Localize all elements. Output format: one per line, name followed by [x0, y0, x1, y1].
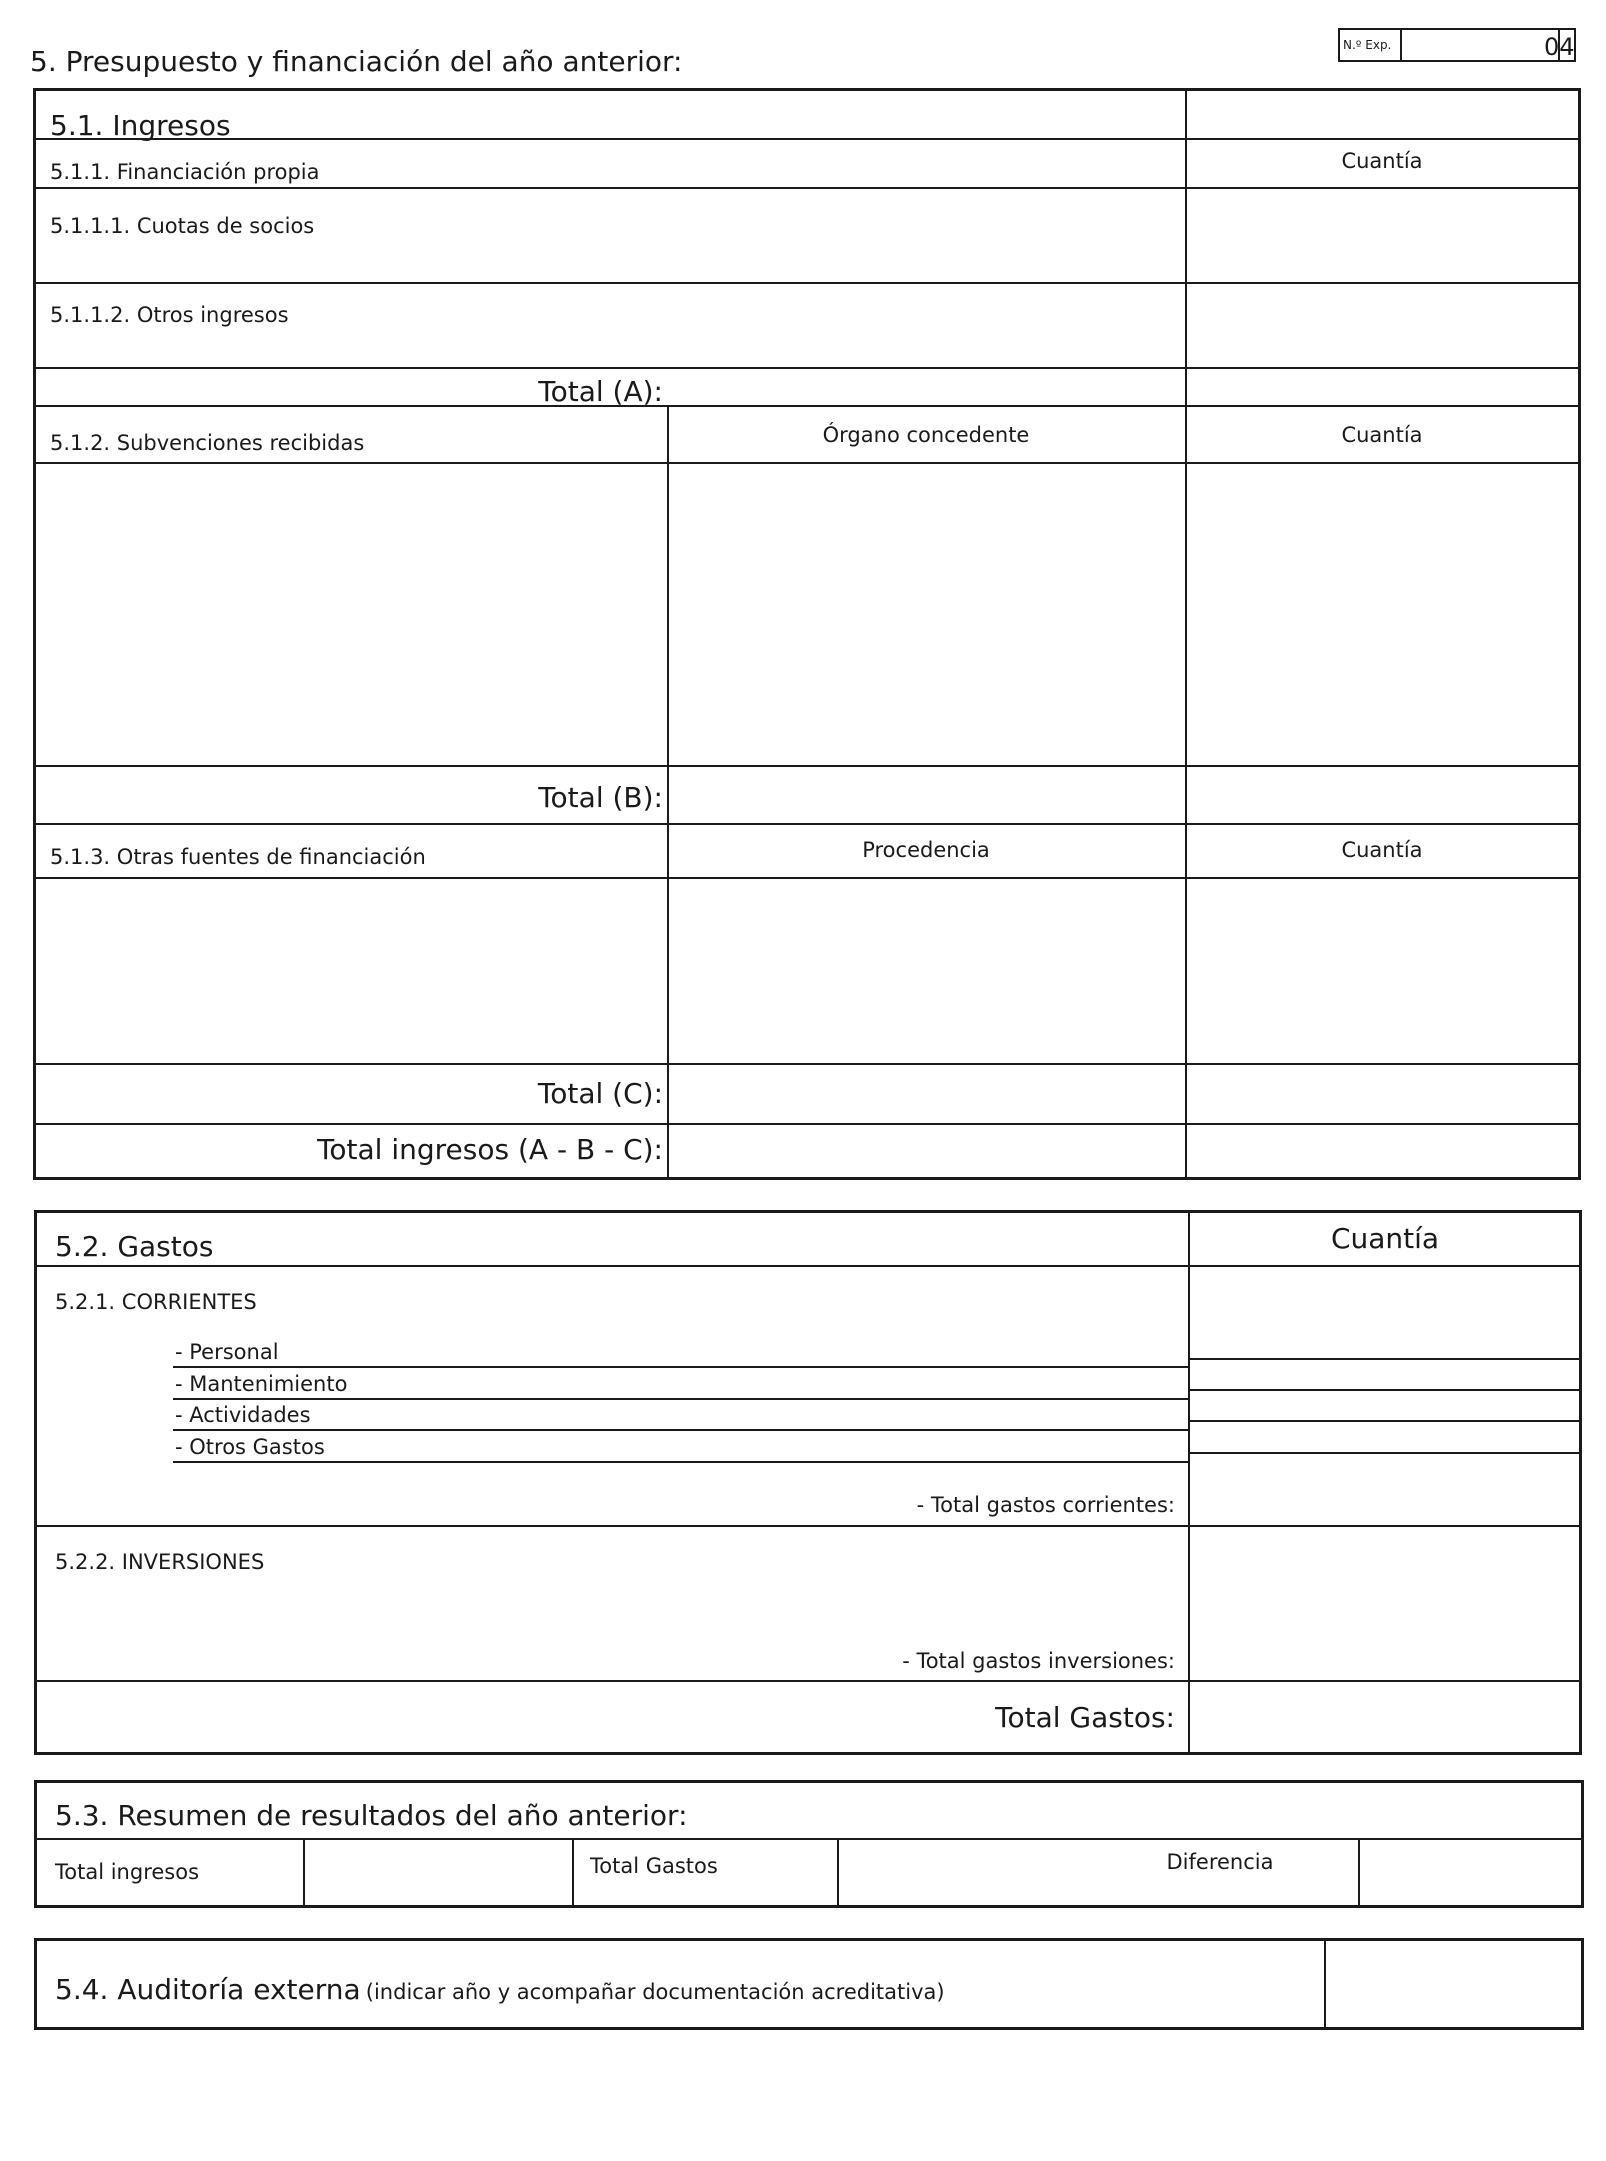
otros-ingresos-label: 5.1.1.2. Otros ingresos	[50, 303, 289, 327]
gastos-title: 5.2. Gastos	[55, 1230, 214, 1263]
gasto-mantenimiento-amount[interactable]	[1190, 1391, 1580, 1419]
total-ingresos-label: Total ingresos (A - B - C):	[317, 1133, 663, 1166]
page-title: 5. Presupuesto y financiación del año anterior:	[30, 45, 683, 78]
diferencia-label: Diferencia	[1166, 1850, 1274, 1874]
total-corrientes-amount[interactable]	[1190, 1486, 1580, 1524]
gasto-actividades-amount[interactable]	[1190, 1422, 1580, 1451]
otras-fuentes-entries[interactable]	[35, 879, 1577, 1062]
total-gastos-amount[interactable]	[1190, 1682, 1580, 1753]
resumen-total-ingresos-value[interactable]	[305, 1840, 571, 1906]
financiacion-propia-label: 5.1.1. Financiación propia	[50, 160, 320, 184]
resumen-total-gastos-value[interactable]	[574, 1840, 836, 1906]
total-a-amount[interactable]	[1187, 369, 1577, 404]
organo-concedente-header: Órgano concedente	[822, 423, 1030, 447]
gasto-otros-amount[interactable]	[1190, 1454, 1580, 1484]
otras-fuentes-label: 5.1.3. Otras fuentes de financiación	[50, 845, 426, 869]
cuotas-socios-label: 5.1.1.1. Cuotas de socios	[50, 214, 315, 238]
gasto-mantenimiento-label: - Mantenimiento	[175, 1372, 348, 1396]
subvenciones-label: 5.1.2. Subvenciones recibidas	[50, 431, 365, 455]
auditoria-title	[55, 1973, 945, 2006]
total-c-amount[interactable]	[1187, 1065, 1577, 1122]
resumen-total-gastos-label: Total Gastos	[590, 1854, 718, 1878]
auditoria-value[interactable]	[1326, 1940, 1582, 2028]
exp-label: N.º Exp.	[1343, 38, 1392, 52]
gasto-otros-label: - Otros Gastos	[175, 1435, 325, 1459]
total-inversiones-amount[interactable]	[1190, 1527, 1580, 1679]
corrientes-label: 5.2.1. CORRIENTES	[55, 1290, 257, 1314]
gastos-cuantia-header: Cuantía	[1330, 1222, 1440, 1255]
cuotas-socios-amount[interactable]	[1187, 189, 1577, 281]
otros-ingresos-amount[interactable]	[1187, 284, 1577, 366]
exp-suffix: 04	[1544, 33, 1575, 61]
total-a-label: Total (A):	[538, 375, 663, 408]
total-ingresos-amount[interactable]	[1187, 1125, 1577, 1178]
gasto-personal-amount[interactable]	[1190, 1360, 1580, 1388]
total-corrientes-label: - Total gastos corrientes:	[916, 1493, 1175, 1517]
total-b-label: Total (B):	[538, 781, 663, 814]
auditoria-title-text: 5.4. Auditoría externa	[55, 1973, 361, 2006]
gasto-actividades-label: - Actividades	[175, 1403, 311, 1427]
diferencia-value[interactable]	[1360, 1840, 1582, 1906]
expedient-number-box	[1338, 28, 1576, 62]
subvenciones-entries[interactable]	[35, 464, 1577, 764]
total-b-amount[interactable]	[1187, 767, 1577, 822]
exp-number-field[interactable]	[1400, 30, 1560, 60]
auditoria-note: (indicar año y acompañar documentación acreditativa)	[365, 1980, 945, 2004]
resumen-total-ingresos-label: Total ingresos	[55, 1860, 200, 1884]
otras-fuentes-cuantia-header: Cuantía	[1341, 838, 1423, 862]
inversiones-label: 5.2.2. INVERSIONES	[55, 1550, 265, 1574]
total-c-label: Total (C):	[537, 1077, 663, 1110]
cuantia-header: Cuantía	[1341, 149, 1423, 173]
total-inversiones-label: - Total gastos inversiones:	[902, 1649, 1175, 1673]
total-gastos-label: Total Gastos:	[995, 1701, 1175, 1734]
resumen-title: 5.3. Resumen de resultados del año anterior:	[55, 1799, 688, 1832]
subvenciones-cuantia-header: Cuantía	[1341, 423, 1423, 447]
gasto-personal-label: - Personal	[175, 1340, 279, 1364]
ingresos-title: 5.1. Ingresos	[50, 109, 231, 142]
procedencia-header: Procedencia	[862, 838, 990, 862]
